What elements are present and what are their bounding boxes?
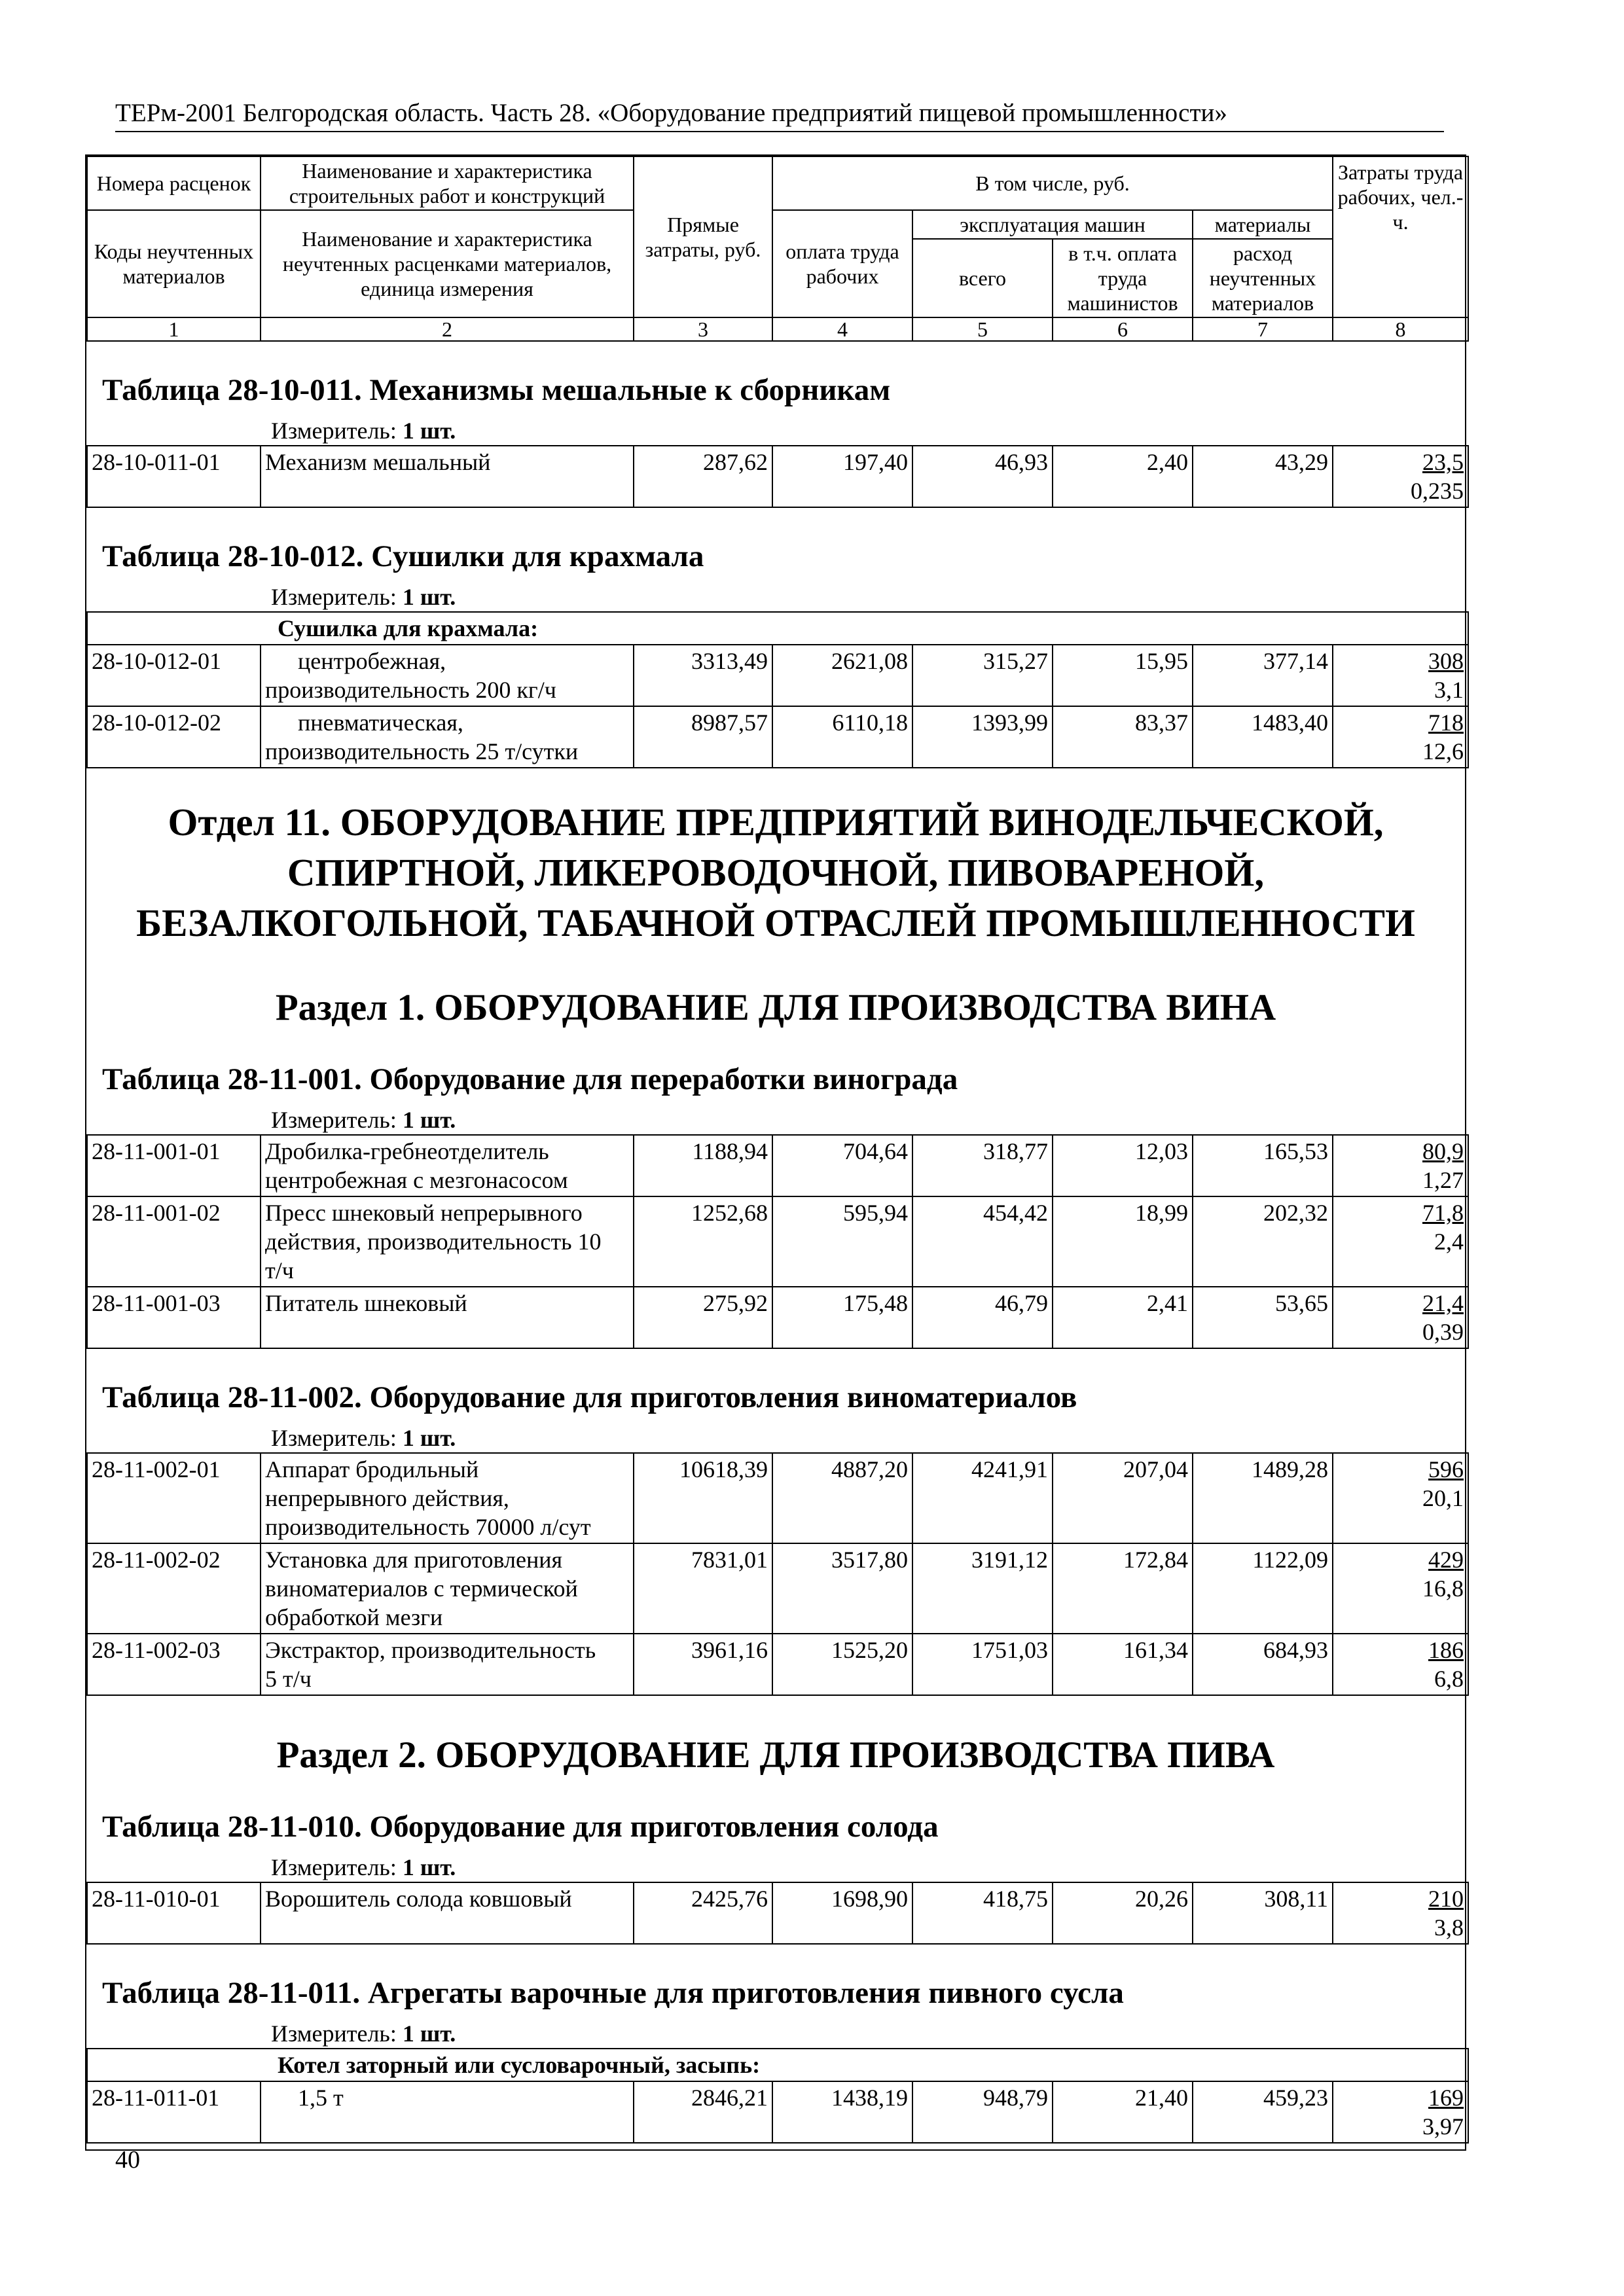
meter-line: [86, 1105, 1465, 1134]
row-labor: 596: [1428, 1456, 1464, 1482]
row-code: 28-11-010-01: [87, 1882, 261, 1944]
row-name: [261, 2081, 634, 2143]
col8-top: Затраты труда рабочих, чел.-ч.: [1337, 160, 1464, 234]
row-name: Ворошитель солода ковшовый: [261, 1882, 634, 1944]
row-mass: 3,97: [1422, 2113, 1464, 2140]
table-row: [87, 1287, 1468, 1348]
row-mass: 16,8: [1422, 1575, 1464, 1602]
row-name: Питатель шнековый: [261, 1287, 634, 1348]
row-name: Экстрактор, производительность 5 т/ч: [261, 1634, 634, 1695]
row-materials: 684,93: [1193, 1634, 1333, 1695]
row-mass: 1,27: [1422, 1167, 1464, 1193]
table-subheader: Сушилка для крахмала:: [261, 612, 1468, 645]
row-wage: 2621,08: [772, 645, 912, 706]
table-row: [87, 645, 1468, 706]
row-wage: 595,94: [772, 1196, 912, 1287]
col-machines: эксплуатация машин: [912, 210, 1193, 239]
row-materials: 43,29: [1193, 446, 1333, 507]
row-name: Аппарат бродильный непрерывного действия, производительность 70000 л/сут: [261, 1453, 634, 1543]
row-name-text: 1,5 т: [298, 2085, 344, 2111]
row-wage: 4887,20: [772, 1453, 912, 1543]
col6-mach-wage: в т.ч. оплата труда машинистов: [1053, 239, 1193, 317]
meter-value: 1 шт.: [402, 418, 456, 444]
col3-direct: Прямые затраты, руб.: [634, 156, 772, 317]
row-labor-mass: [1333, 706, 1468, 768]
row-machine-wage: 18,99: [1053, 1196, 1193, 1287]
row-direct: 8987,57: [634, 706, 772, 768]
meter-line: [86, 1853, 1465, 1882]
row-direct: 3313,49: [634, 645, 772, 706]
row-code: 28-10-011-01: [87, 446, 261, 507]
row-direct: 7831,01: [634, 1543, 772, 1634]
row-direct: 1252,68: [634, 1196, 772, 1287]
row-direct: 1188,94: [634, 1135, 772, 1196]
price-table: [86, 1882, 1469, 1945]
row-code: 28-11-002-02: [87, 1543, 261, 1634]
row-mass: 2,4: [1434, 1229, 1464, 1255]
row-direct: 10618,39: [634, 1453, 772, 1543]
row-wage: 175,48: [772, 1287, 912, 1348]
row-machines: 948,79: [912, 2081, 1053, 2143]
row-machine-wage: 12,03: [1053, 1135, 1193, 1196]
row-labor-mass: [1333, 1287, 1468, 1348]
row-materials: 202,32: [1193, 1196, 1333, 1287]
row-labor: 23,5: [1422, 449, 1464, 475]
row-mass: 3,8: [1434, 1914, 1464, 1941]
row-machines: 1393,99: [912, 706, 1053, 768]
row-labor-mass: [1333, 1634, 1468, 1695]
row-direct: 287,62: [634, 446, 772, 507]
row-labor-mass: [1333, 645, 1468, 706]
price-table: [86, 1134, 1469, 1349]
row-materials: 1483,40: [1193, 706, 1333, 768]
row-labor: 169: [1428, 2085, 1464, 2111]
table-title: Таблица 28-10-011. Механизмы мешальные к сборникам: [102, 373, 891, 407]
table-row: [87, 446, 1468, 507]
page-number: 40: [115, 2146, 140, 2174]
row-machine-wage: 172,84: [1053, 1543, 1193, 1634]
meter-line: [86, 583, 1465, 611]
row-wage: 1438,19: [772, 2081, 912, 2143]
row-code: 28-11-001-01: [87, 1135, 261, 1196]
row-name: Установка для приготовления виноматериалов с термической обработкой мезги: [261, 1543, 634, 1634]
price-table-block: [86, 1945, 1465, 2144]
meter-line: [86, 1424, 1465, 1452]
price-table: [86, 1452, 1469, 1696]
row-machines: 46,93: [912, 446, 1053, 507]
price-table-block: [86, 1778, 1465, 1945]
col-num: 6: [1053, 317, 1193, 341]
table-row: [87, 1634, 1468, 1695]
row-labor-mass: [1333, 1453, 1468, 1543]
subsection-heading: Раздел 1. ОБОРУДОВАНИЕ ДЛЯ ПРОИЗВОДСТВА ВИНА: [275, 987, 1276, 1028]
row-name: [261, 645, 634, 706]
meter-label: Измеритель:: [271, 1107, 397, 1133]
row-machine-wage: 161,34: [1053, 1634, 1193, 1695]
row-machine-wage: 83,37: [1053, 706, 1193, 768]
row-labor: 71,8: [1422, 1200, 1464, 1226]
col4-wage: оплата труда рабочих: [772, 210, 912, 317]
table-title: Таблица 28-11-001. Оборудование для переработки винограда: [102, 1062, 958, 1096]
row-mass: 0,235: [1411, 478, 1464, 504]
meter-value: 1 шт.: [402, 1107, 456, 1133]
row-materials: 308,11: [1193, 1882, 1333, 1944]
row-wage: 704,64: [772, 1135, 912, 1196]
row-code: 28-11-001-02: [87, 1196, 261, 1287]
row-labor: 718: [1428, 709, 1464, 736]
table-title: Таблица 28-11-002. Оборудование для приготовления виноматериалов: [102, 1380, 1077, 1414]
col-num: 5: [912, 317, 1053, 341]
row-machines: 46,79: [912, 1287, 1053, 1348]
row-name-line2: производительность 200 кг/ч: [265, 677, 556, 703]
row-machines: 454,42: [912, 1196, 1053, 1287]
row-wage: 1525,20: [772, 1634, 912, 1695]
meter-label: Измеритель:: [271, 1854, 397, 1880]
col-incl: В том числе, руб.: [772, 156, 1333, 210]
row-machine-wage: 207,04: [1053, 1453, 1193, 1543]
row-wage: 6110,18: [772, 706, 912, 768]
col-materials: материалы: [1193, 210, 1333, 239]
col2-bottom: Наименование и характеристика неучтенных расценками материалов, единица измерения: [261, 210, 634, 317]
section-heading: [86, 768, 1465, 948]
meter-label: Измеритель:: [271, 418, 397, 444]
table-title: Таблица 28-11-010. Оборудование для приготовления солода: [102, 1810, 939, 1844]
row-materials: 459,23: [1193, 2081, 1333, 2143]
row-materials: 1489,28: [1193, 1453, 1333, 1543]
meter-value: 1 шт.: [402, 1425, 456, 1451]
col2-top: Наименование и характеристика строительных работ и конструкций: [261, 156, 634, 210]
row-name-line1: пневматическая,: [298, 709, 463, 736]
meter-value: 1 шт.: [402, 1854, 456, 1880]
meter-value: 1 шт.: [402, 584, 456, 610]
section-heading-line: Отдел 11. ОБОРУДОВАНИЕ ПРЕДПРИЯТИЙ ВИНОДЕЛЬЧЕСКОЙ,: [168, 800, 1384, 844]
row-direct: 275,92: [634, 1287, 772, 1348]
meter-label: Измеритель:: [271, 2020, 397, 2047]
section-heading-line: СПИРТНОЙ, ЛИКЕРОВОДОЧНОЙ, ПИВОВАРЕНОЙ,: [287, 851, 1265, 894]
row-labor-mass: [1333, 1135, 1468, 1196]
row-wage: 197,40: [772, 446, 912, 507]
row-direct: 2846,21: [634, 2081, 772, 2143]
row-labor-mass: [1333, 1543, 1468, 1634]
document-frame: [85, 154, 1466, 2151]
section-heading-line: БЕЗАЛКОГОЛЬНОЙ, ТАБАЧНОЙ ОТРАСЛЕЙ ПРОМЫШЛЕННОСТИ: [136, 901, 1415, 944]
col5-total: всего: [912, 239, 1053, 317]
col1-top: Номера расценок: [87, 156, 261, 210]
table-subheader: Котел заторный или сусловарочный, засыпь:: [261, 2049, 1468, 2081]
row-machines: 3191,12: [912, 1543, 1053, 1634]
row-code: 28-10-012-02: [87, 706, 261, 768]
row-machine-wage: 2,40: [1053, 446, 1193, 507]
table-row: [87, 1543, 1468, 1634]
row-labor-mass: [1333, 446, 1468, 507]
meter-line: [86, 2019, 1465, 2048]
row-labor: 21,4: [1422, 1290, 1464, 1316]
column-header-table: [86, 156, 1469, 342]
table-row: [87, 1882, 1468, 1944]
subsection-heading: Раздел 2. ОБОРУДОВАНИЕ ДЛЯ ПРОИЗВОДСТВА ПИВА: [276, 1734, 1275, 1776]
meter-label: Измеритель:: [271, 584, 397, 610]
col-num: 7: [1193, 317, 1333, 341]
row-mass: 12,6: [1422, 738, 1464, 764]
document-body: [86, 342, 1465, 2144]
price-table-block: [86, 1031, 1465, 1349]
row-direct: 2425,76: [634, 1882, 772, 1944]
row-name-line2: производительность 25 т/сутки: [265, 738, 579, 764]
row-machine-wage: 15,95: [1053, 645, 1193, 706]
row-mass: 6,8: [1434, 1666, 1464, 1692]
price-table: [86, 445, 1469, 508]
row-wage: 1698,90: [772, 1882, 912, 1944]
col7-materials: расход неучтенных материалов: [1193, 239, 1333, 317]
col-num: 8: [1333, 317, 1468, 341]
table-row: [87, 2081, 1468, 2143]
row-labor-mass: [1333, 1196, 1468, 1287]
table-title: Таблица 28-10-012. Сушилки для крахмала: [102, 539, 704, 573]
row-materials: 1122,09: [1193, 1543, 1333, 1634]
price-table-block: [86, 342, 1465, 508]
col-num: 3: [634, 317, 772, 341]
price-table: [86, 611, 1469, 768]
running-header: ТЕРм-2001 Белгородская область. Часть 28. «Оборудование предприятий пищевой промышленности»: [115, 97, 1444, 132]
row-code: 28-11-011-01: [87, 2081, 261, 2143]
row-labor: 308: [1428, 648, 1464, 674]
row-machines: 1751,03: [912, 1634, 1053, 1695]
row-name: Пресс шнековый непрерывного действия, производительность 10 т/ч: [261, 1196, 634, 1287]
col-num: 4: [772, 317, 912, 341]
row-labor: 80,9: [1422, 1138, 1464, 1164]
row-machine-wage: 2,41: [1053, 1287, 1193, 1348]
row-machines: 418,75: [912, 1882, 1053, 1944]
table-title: Таблица 28-11-011. Агрегаты варочные для приготовления пивного сусла: [102, 1976, 1124, 2010]
col-num: 2: [261, 317, 634, 341]
col-num: 1: [87, 317, 261, 341]
row-code: 28-10-012-01: [87, 645, 261, 706]
row-name-line1: центробежная,: [298, 648, 446, 674]
row-code: 28-11-001-03: [87, 1287, 261, 1348]
row-wage: 3517,80: [772, 1543, 912, 1634]
table-row: [87, 706, 1468, 768]
row-machines: 318,77: [912, 1135, 1053, 1196]
row-name: [261, 706, 634, 768]
price-table: [86, 2048, 1469, 2144]
row-machines: 315,27: [912, 645, 1053, 706]
col1-bottom: Коды неучтенных материалов: [87, 210, 261, 317]
table-row: [87, 1453, 1468, 1543]
row-labor: 210: [1428, 1886, 1464, 1912]
price-table-block: [86, 508, 1465, 768]
row-labor: 429: [1428, 1547, 1464, 1573]
row-name: Дробилка-гребнеотделитель центробежная с мезгонасосом: [261, 1135, 634, 1196]
row-mass: 3,1: [1434, 677, 1464, 703]
meter-label: Измеритель:: [271, 1425, 397, 1451]
row-mass: 0,39: [1422, 1319, 1464, 1345]
row-direct: 3961,16: [634, 1634, 772, 1695]
row-labor-mass: [1333, 1882, 1468, 1944]
table-row: [87, 1135, 1468, 1196]
row-materials: 377,14: [1193, 645, 1333, 706]
row-labor-mass: [1333, 2081, 1468, 2143]
row-labor: 186: [1428, 1637, 1464, 1663]
row-machine-wage: 20,26: [1053, 1882, 1193, 1944]
price-table-block: [86, 1349, 1465, 1696]
meter-line: [86, 416, 1465, 445]
row-code: 28-11-002-01: [87, 1453, 261, 1543]
row-name: Механизм мешальный: [261, 446, 634, 507]
row-materials: 53,65: [1193, 1287, 1333, 1348]
meter-value: 1 шт.: [402, 2020, 456, 2047]
row-machine-wage: 21,40: [1053, 2081, 1193, 2143]
table-row: [87, 1196, 1468, 1287]
row-materials: 165,53: [1193, 1135, 1333, 1196]
row-code: 28-11-002-03: [87, 1634, 261, 1695]
row-mass: 20,1: [1422, 1485, 1464, 1511]
row-machines: 4241,91: [912, 1453, 1053, 1543]
